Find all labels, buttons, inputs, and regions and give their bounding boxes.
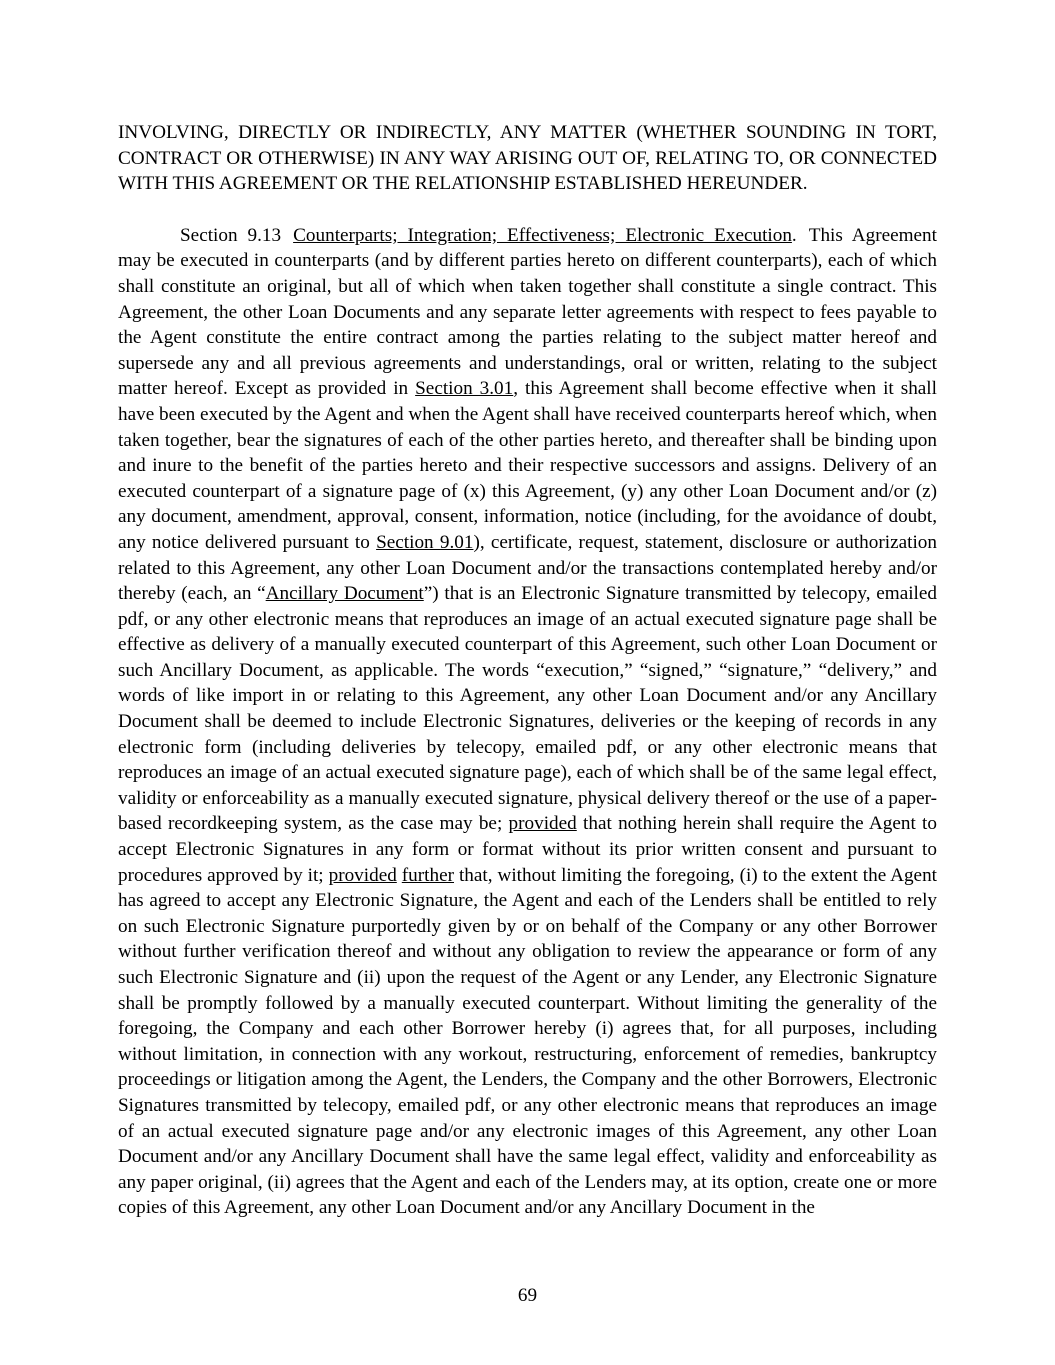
section-9-13-paragraph xyxy=(118,223,937,1221)
page-number: 69 xyxy=(517,1285,538,1306)
capitalized-disclaimer-paragraph: INVOLVING, DIRECTLY OR INDIRECTLY, ANY MATTER (WHETHER SOUNDING IN TORT, CONTRACT OR OTHERWISE) IN ANY WAY ARISING OUT OF, RELATING TO, OR CONNECTED WITH THIS AGREEMENT OR THE RELATIONSHIP ESTABLISHED HEREUNDER. xyxy=(118,122,937,195)
section-body-part-2: , this Agreement shall become effective when it shall have been executed by the Agent and when the Agent shall have received counterparts hereof which, when taken together, bear the signatures of each of the other parties hereto, and thereafter shall be binding upon and inure to the benefit of the parties hereto and their respective successors and assigns. Delivery of an executed counterpart of a signature page of (x) this Agreement, (y) any other Loan Document and/or (z) any document, amendment, approval, consent, information, notice (including, for the avoidance of doubt, any notice delivered pursuant to xyxy=(118,378,937,553)
cross-reference-section-3-01: Section 3.01 xyxy=(415,378,514,400)
section-body-part-1: This Agreement may be executed in counterparts (and by different parties hereto on different counterparts), each of which shall constitute an original, but all of which when taken together shall constitute a single contract. This Agreement, the other Loan Documents and any separate letter agreements with respect to fees payable to the Agent constitute the entire contract among the parties relating to the subject matter hereof and supersede any and all previous agreements and understandings, oral or written, relating to the subject matter hereof. Except as provided in xyxy=(118,224,937,400)
section-number: Section 9.13 xyxy=(180,224,282,246)
section-heading-terminator: . xyxy=(791,224,797,246)
emphasis-provided-2: provided xyxy=(328,864,397,886)
emphasis-further: further xyxy=(401,864,454,886)
section-body-part-5: that nothing herein shall require the Agent to accept Electronic Signatures in any form or format without its prior written consent and pursuant to procedures approved by it; xyxy=(118,813,937,886)
emphasis-provided-1: provided xyxy=(508,813,577,835)
section-body-part-4: ”) that is an Electronic Signature transmitted by telecopy, emailed pdf, or any other electronic means that reproduces an image of an actual executed signature page shall be effective as delivery of a manually executed counterpart of this Agreement, such other Loan Document or such Ancillary Document, as applicable. The words “execution,” “signed,” “signature,” “delivery,” and words of like import in or relating to this Agreement, any other Loan Document and/or any Ancillary Document shall be deemed to include Electronic Signatures, deliveries or the keeping of records in any electronic form (including deliveries by telecopy, emailed pdf, or any other electronic means that reproduces an image of an actual executed signature page), each of which shall be of the same legal effect, validity or enforceability as a manually executed signature, physical delivery thereof or the use of a paper-based recordkeeping system, as the case may be; xyxy=(118,583,937,835)
defined-term-ancillary-document: Ancillary Document xyxy=(265,583,424,605)
section-heading: Counterparts; Integration; Effectiveness; Electronic Execution xyxy=(293,224,792,246)
cross-reference-section-9-01: Section 9.01 xyxy=(376,531,474,553)
section-body-part-3: ), certificate, request, statement, disclosure or authorization related to this Agreement, any other Loan Document and/or the transactions contemplated hereby and/or thereby (each, an “ xyxy=(118,531,937,605)
section-body-part-6: that, without limiting the foregoing, (i) to the extent the Agent has agreed to accept any Electronic Signature, the Agent and each of the Lenders shall be entitled to rely on such Electronic Signature purportedly given by or on behalf of the Company or any other Borrower without further verification thereof and without any obligation to review the appearance or form of any such Electronic Signature and (ii) upon the request of the Agent or any Lender, any Electronic Signature shall be promptly followed by a manually executed counterpart. Without limiting the generality of the foregoing, the Company and each other Borrower hereby (i) agrees that, for all purposes, including without limitation, in connection with any workout, restructuring, enforcement of remedies, bankruptcy proceedings or litigation among the Agent, the Lenders, the Company and the other Borrowers, Electronic Signatures transmitted by telecopy, emailed pdf, or any other electronic means that reproduces an image of an actual executed signature page and/or any electronic images of this Agreement, any other Loan Document and/or any Ancillary Document shall have the same legal effect, validity and enforceability as any paper original, (ii) agrees that the Agent and each of the Lenders may, at its option, create one or more copies of this Agreement, any other Loan Document and/or any Ancillary Document in the xyxy=(118,864,937,1219)
